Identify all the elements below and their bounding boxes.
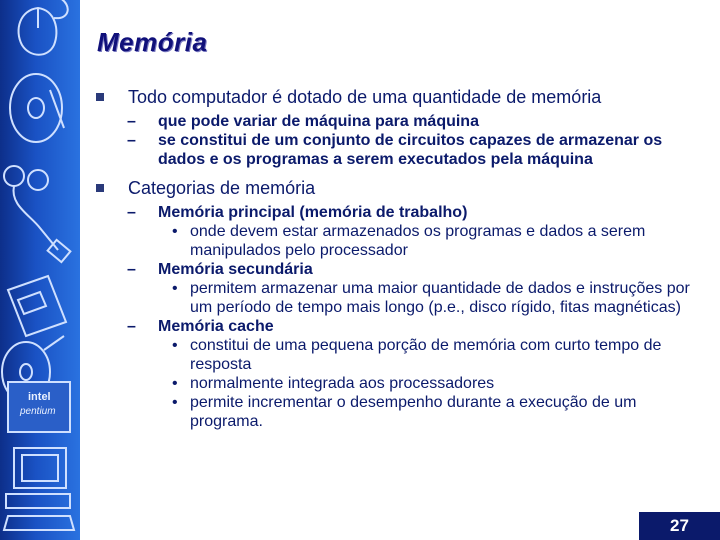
chip-label-intel: intel [28,391,51,403]
bullet-item [96,86,708,108]
intel-pentium-chip-icon [8,382,70,432]
mouse-icon [19,0,68,55]
point-item [96,336,708,374]
point-item [96,222,708,260]
page-number: 27 [639,512,720,540]
dash-marker: – [127,132,136,149]
computer-icon [4,448,74,530]
point-text: onde devem estar armazenados os programas e dados a serem manipulados pelo processador [190,223,646,259]
dash-marker: – [127,318,136,335]
sub-item-text: Memória secundária [158,261,313,278]
chip-label-pentium: pentium [20,406,56,417]
sub-item-text: que pode variar de máquina para máquina [158,113,479,130]
point-item [96,279,708,317]
dot-marker: • [172,223,178,240]
point-item [96,374,708,393]
sub-item [96,131,708,169]
point-item [96,393,708,431]
point-text: permite incrementar o desempenho durante a execução de um programa. [190,394,637,430]
bullet-text: Todo computador é dotado de uma quantidade de memória [128,87,602,107]
dot-marker: • [172,280,178,297]
slide-content [96,86,708,431]
sub-item [96,260,708,279]
square-bullet-icon [96,184,104,192]
sub-item-text: Memória principal (memória de trabalho) [158,204,468,221]
floppy-disk-icon [8,276,66,336]
dash-marker: – [127,113,136,130]
decorative-sidebar [0,0,80,540]
dot-marker: • [172,375,178,392]
dot-marker: • [172,394,178,411]
sub-item [96,203,708,222]
slide-title: Memória [97,27,208,57]
cable-icon [4,166,70,262]
sub-item-text: Memória cache [158,318,274,335]
sub-item [96,317,708,336]
sub-item-text: se constitui de um conjunto de circuitos capazes de armazenar os dados e os programas a serem executados pela máquina [158,132,663,168]
bullet-item [96,177,708,199]
point-text: normalmente integrada aos processadores [190,375,495,392]
hard-disk-icon [10,74,64,142]
square-bullet-icon [96,93,104,101]
dot-marker: • [172,337,178,354]
point-text: permitem armazenar uma maior quantidade de dados e instruções por um período de tempo mais longo (p.e., disco rígido, fitas magnéticas) [190,280,690,316]
dash-marker: – [127,261,136,278]
point-text: constitui de uma pequena porção de memória com curto tempo de resposta [190,337,662,373]
dash-marker: – [127,204,136,221]
sub-item [96,112,708,131]
bullet-text: Categorias de memória [128,178,316,198]
